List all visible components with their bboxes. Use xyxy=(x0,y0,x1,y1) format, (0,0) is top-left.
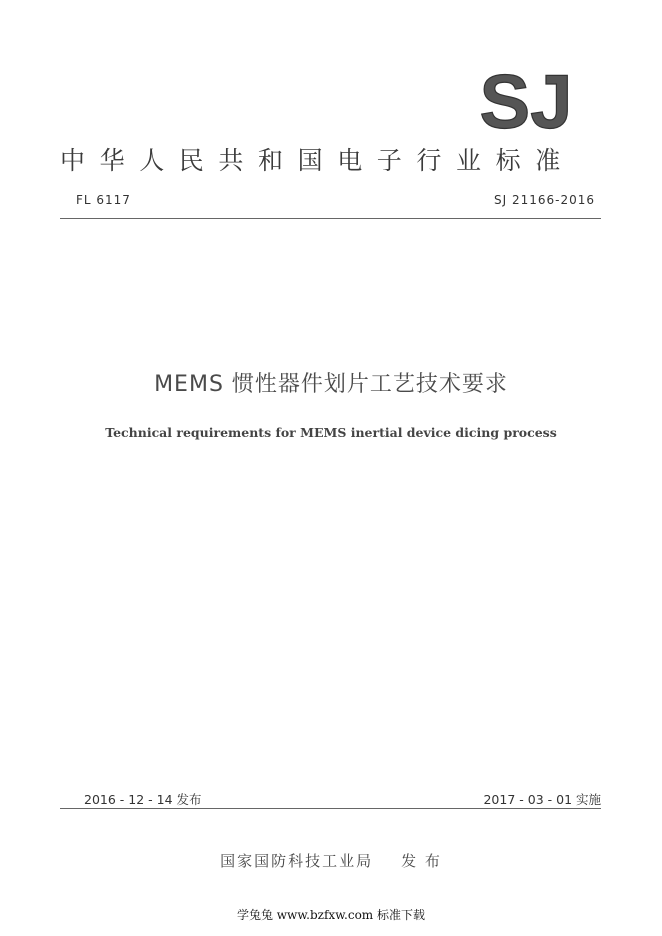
release-date: 2016 - 12 - 14 发布 xyxy=(84,792,202,807)
implementation-date: 2017 - 03 - 01 实施 xyxy=(483,792,601,807)
download-footer: 学兔兔 www.bzfxw.com 标准下载 xyxy=(236,908,426,922)
standard-number: SJ 21166-2016 xyxy=(493,193,595,207)
standard-meta-row xyxy=(60,193,601,213)
industry-standard-title: 中华人民共和国电子行业标准 xyxy=(60,146,575,175)
issuer-name: 国家国防科技工业局 xyxy=(220,852,374,870)
document-title: MEMS 惯性器件划片工艺技术要求 xyxy=(154,372,508,397)
classification-code: FL 6117 xyxy=(76,193,131,207)
document-english-title: Technical requirements for MEMS inertial device dicing process xyxy=(105,425,557,440)
date-row xyxy=(60,790,601,808)
issuer-row xyxy=(0,850,662,871)
date-divider xyxy=(60,808,601,809)
sj-logo xyxy=(476,70,576,134)
sj-logo-graphic xyxy=(476,70,576,134)
issuer-action: 发 布 xyxy=(401,852,442,870)
sj-logo-letters: SJ xyxy=(479,70,573,134)
header-divider xyxy=(60,218,601,219)
